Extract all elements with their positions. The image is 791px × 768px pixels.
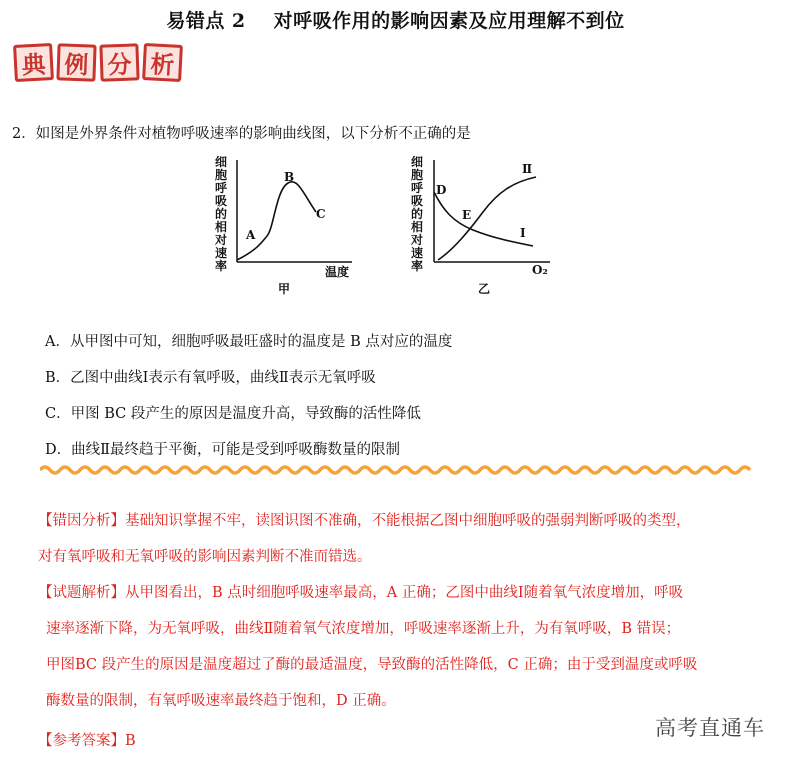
section-stamps	[14, 44, 182, 81]
graph-yi-xlabel: O₂	[532, 263, 548, 277]
graph-jia-point-a: A	[246, 228, 256, 242]
graph-yi-curve-1	[434, 192, 533, 246]
graph-yi-curve-label-2: Ⅱ	[522, 162, 533, 176]
solution-label: 【试题解析】	[38, 585, 125, 601]
error-analysis-line1: 【错因分析】基础知识掌握不牢，读图识图不准确，不能根据乙图中细胞呼吸的强弱判断呼吸的类型，	[38, 513, 691, 529]
answer-value: B	[125, 733, 136, 749]
stamp-char: 分	[99, 43, 139, 81]
title-label: 易错点 2	[166, 10, 246, 32]
graph-jia-point-c: C	[316, 207, 326, 221]
graph-yi-caption: 乙	[478, 282, 491, 296]
solution-line2: 速率逐渐下降，为无氧呼吸，曲线Ⅱ随着氧气浓度增加，呼吸速率逐渐上升，为有氧呼吸，B 错误；	[46, 621, 681, 637]
stamp-char: 典	[13, 43, 54, 82]
error-analysis-line2: 对有氧呼吸和无氧呼吸的影响因素判断不准而错选。	[38, 549, 372, 565]
option-b: B．乙图中曲线Ⅰ表示有氧呼吸，曲线Ⅱ表示无氧呼吸	[45, 370, 376, 386]
graph-yi-curve-label-1: Ⅰ	[520, 226, 526, 240]
question-text: 2．如图是外界条件对植物呼吸速率的影响曲线图，以下分析不正确的是	[12, 126, 471, 142]
graph-jia-point-b: B	[284, 170, 295, 184]
option-c: C．甲图 BC 段产生的原因是温度升高，导致酶的活性降低	[45, 406, 421, 422]
stamp-char: 例	[56, 43, 96, 81]
stamp-char: 析	[142, 43, 183, 82]
wave-divider	[40, 462, 760, 478]
error-analysis-label: 【错因分析】	[38, 513, 125, 529]
graph-yi-point-e: E	[462, 208, 472, 222]
option-d: D．曲线Ⅱ最终趋于平衡，可能是受到呼吸酶数量的限制	[45, 442, 400, 458]
graph-yi-ylabel: 细胞呼吸的相对速率	[410, 155, 423, 273]
graph-jia-ylabel: 细胞呼吸的相对速率	[214, 155, 227, 273]
answer-label: 【参考答案】	[38, 733, 125, 749]
title-text: 对呼吸作用的影响因素及应用理解不到位	[273, 10, 625, 32]
graph-yi-point-d: D	[436, 183, 447, 197]
graph-yi-plot	[408, 150, 568, 280]
graph-jia-xlabel: 温度	[325, 265, 350, 279]
graph-jia-caption: 甲	[278, 282, 291, 296]
graph-jia	[212, 150, 362, 300]
solution-line3: 甲图BC 段产生的原因是温度超过了酶的最适温度，导致酶的活性降低，C 正确；由于受到温度或呼吸	[46, 657, 698, 673]
solution-line4: 酶数量的限制，有氧呼吸速率最终趋于饱和，D 正确。	[46, 693, 396, 709]
solution-line1: 【试题解析】从甲图看出，B 点时细胞呼吸速率最高，A 正确；乙图中曲线Ⅰ随着氧气浓度增加，呼吸	[38, 585, 684, 601]
page-title	[0, 6, 791, 33]
graph-yi	[408, 150, 568, 300]
watermark: 高考直通车	[655, 716, 765, 740]
option-a: A．从甲图中可知，细胞呼吸最旺盛时的温度是 B 点对应的温度	[45, 334, 453, 350]
graph-jia-curve	[237, 182, 316, 260]
answer-line	[38, 723, 136, 759]
